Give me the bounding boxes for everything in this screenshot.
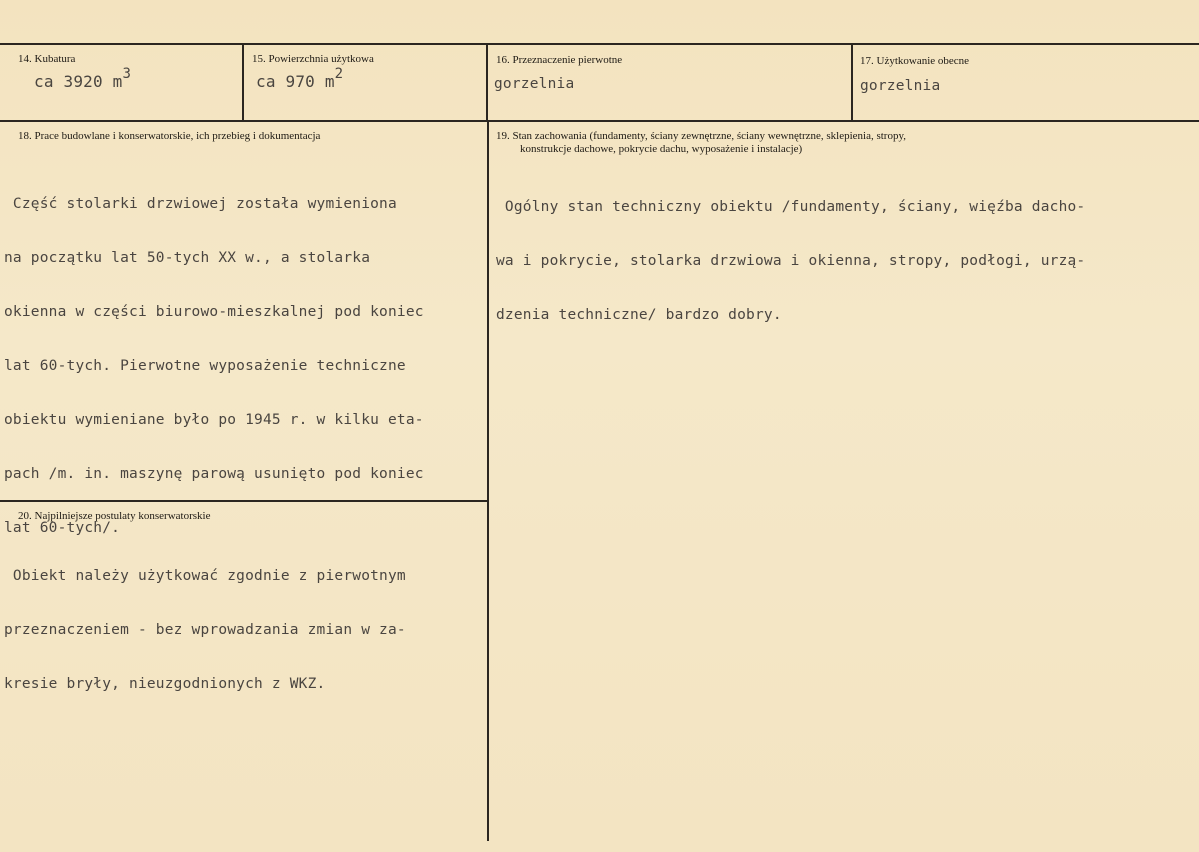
field-20-text [4,531,406,729]
field-18-line: obiektu wymieniane było po 1945 r. w kilku eta- [4,412,424,428]
field-17-label: 17. Użytkowanie obecne [860,55,970,67]
field-18-line: lat 60-tych/. [4,520,121,536]
divider-16-17 [851,44,853,121]
field-20-label: 20. Najpilniejsze postulaty konserwatorskie [18,510,211,522]
row1-bottom-rule [0,120,1199,122]
field-19-line: wa i pokrycie, stolarka drzwiowa i okienna, stropy, podłogi, urzą- [496,253,1086,269]
field-19-line: Ogólny stan techniczny obiektu /fundamenty, ściany, więźba dacho- [496,199,1086,215]
field-14-label: 14. Kubatura [18,53,76,65]
field-15-value-superscript: 2 [334,66,344,82]
field-17-value: gorzelnia [860,78,941,94]
top-rule [0,43,1199,45]
field-19-label: 19. Stan zachowania (fundamenty, ściany zewnętrzne, ściany wewnętrzne, sklepienia, stropy, [496,130,907,142]
field-18-line: na początku lat 50-tych XX w., a stolarka [4,250,371,266]
field-20-line: kresie bryły, nieuzgodnionych z WKZ. [4,676,326,692]
divider-15-16 [486,44,488,121]
field-19-line: dzenia techniczne/ bardzo dobry. [496,307,782,323]
field-14-value [34,66,132,92]
field-20-line: Obiekt należy użytkować zgodnie z pierwotnym [4,568,406,584]
divider-14-15 [242,44,244,121]
field-18-label: 18. Prace budowlane i konserwatorskie, ich przebieg i dokumentacja [18,130,321,142]
field-18-line: Część stolarki drzwiowej została wymieniona [4,196,397,212]
field-16-value: gorzelnia [494,76,575,92]
field-19-text [496,162,1085,360]
field-18-line: lat 60-tych. Pierwotne wyposażenie techniczne [4,358,406,374]
field-14-value-main: ca 3920 m [34,72,123,91]
field-15-value-main: ca 970 m [256,72,335,91]
field-18-line: pach /m. in. maszynę parową usunięto pod koniec [4,466,424,482]
field-18-line: okienna w części biurowo-mieszkalnej pod koniec [4,304,424,320]
field-20-line: przeznaczeniem - bez wprowadzania zmian w za- [4,622,406,638]
field-16-label: 16. Przeznaczenie pierwotne [496,54,623,66]
field-15-value [256,66,344,92]
main-column-divider [487,121,489,841]
field-14-value-superscript: 3 [122,66,132,82]
field-15-label: 15. Powierzchnia użytkowa [252,53,374,65]
field-19-label-continued: konstrukcje dachowe, pokrycie dachu, wyposażenie i instalacje) [520,143,803,155]
